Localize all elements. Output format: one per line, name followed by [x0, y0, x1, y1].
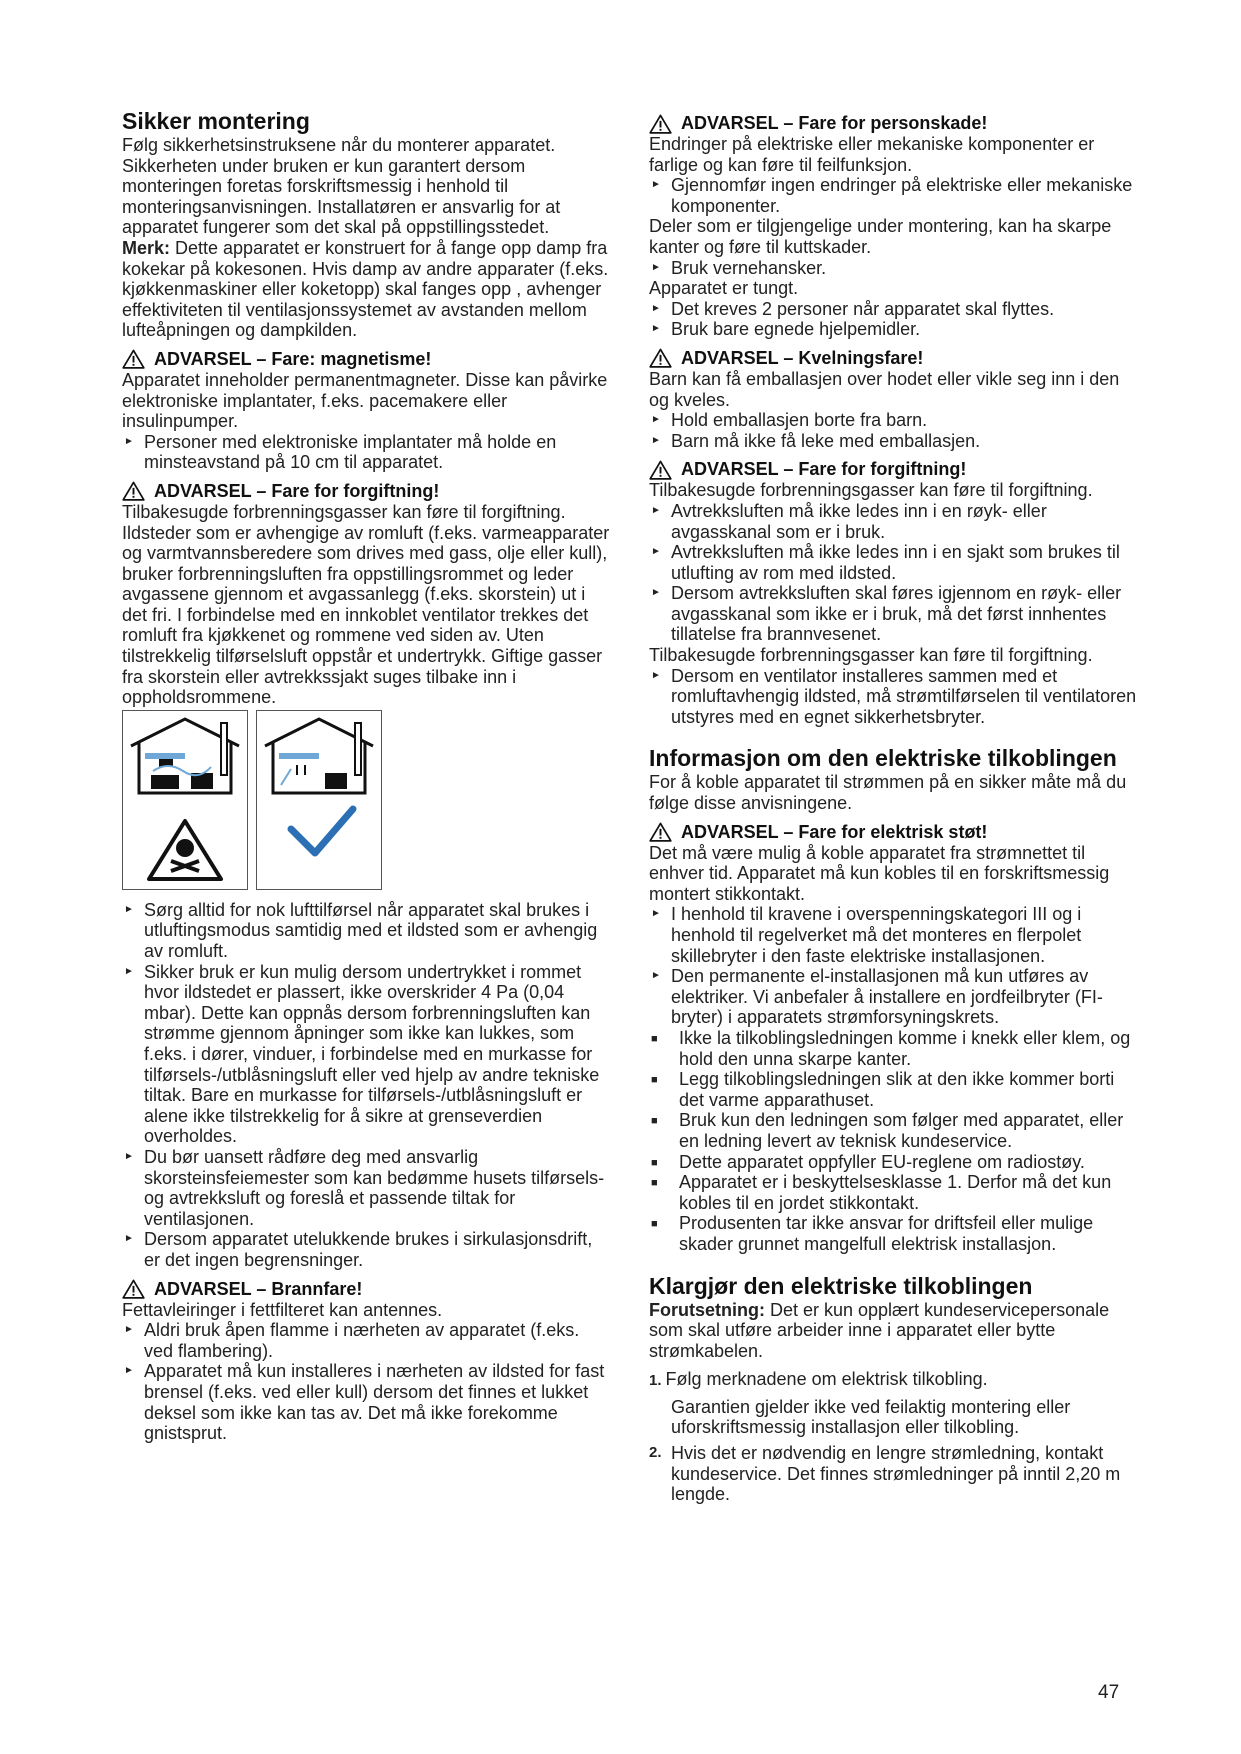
figure-unsafe: [122, 710, 248, 890]
section-heading-electrical-info: Informasjon om den elektriske tilkoblingen: [649, 745, 1117, 772]
right-column: [649, 108, 1139, 1505]
list-item: ► Sørg alltid for nok lufttilførsel når apparatet skal brukes i utluftingsmodus samtidig med et ildsted som er avhengig av romluft.: [124, 899, 598, 962]
section-heading-safe-installation: Sikker montering: [122, 108, 310, 134]
step-number: 1.: [649, 1372, 662, 1390]
prerequisite-paragraph: [649, 1300, 1139, 1362]
warning-heading: ADVARSEL – Fare for forgiftning!: [649, 459, 1139, 480]
warning-triangle-icon: [122, 1279, 145, 1299]
step-2: 2. Hvis det er nødvendig en lengre strømledning, kontakt kundeservice. Det finnes strømledninger på inntil 2,20 m lengde.: [649, 1443, 1121, 1505]
paragraph: For å koble apparatet til strømmen på en sikker måte må du følge disse anvisningene.: [649, 772, 1127, 814]
list-item: ► Den permanente el-installasjonen må kun utføres av elektriker. Vi anbefaler å installere en jordfeilbryter (FI-bryter) i apparatets strømforsyningskrets.: [651, 966, 1103, 1028]
warning-heading: ADVARSEL – Fare for forgiftning!: [122, 481, 612, 502]
figure-safe: [256, 710, 382, 890]
step-number: 2.: [649, 1444, 662, 1462]
note-text: Dette apparatet er konstruert for å fange opp damp fra kokekar på kokesonen. Hvis damp av andre apparater (f.eks. kjøkkenmaskiner eller koketopp) skal fanges opp , avhenger effektiviteten til ventilasjonssystemet av avstanden mellom lufteåpningen og dampkilden.: [122, 237, 609, 341]
list-item: ► Gjennomfør ingen endringer på elektriske eller mekaniske komponenter.: [651, 175, 1133, 216]
warning-heading: ADVARSEL – Fare: magnetisme!: [122, 349, 612, 370]
list-item: ► Bruk bare egnede hjelpemidler.: [651, 319, 921, 340]
list-item: ► Dersom apparatet utelukkende brukes i sirkulasjonsdrift, er det ingen begrensninger.: [124, 1229, 593, 1270]
list-item: ► Det kreves 2 personer når apparatet skal flyttes.: [651, 298, 1055, 319]
list-item: ► I henhold til kravene i overspenningskategori III og i henhold til regelverket må det monteres en flerpolet skillebryter i den faste elektriske installasjonen.: [651, 904, 1082, 966]
list-item: ■ Produsenten tar ikke ansvar for driftsfeil eller mulige skader grunnet mangelfull elektrisk installasjon.: [651, 1213, 1094, 1254]
warning-triangle-icon: [122, 481, 145, 501]
page-number: 47: [1098, 1682, 1120, 1703]
warning-triangle-icon: [122, 349, 145, 369]
list-item: ■ Apparatet er i beskyttelsesklasse 1. Derfor må det kun kobles til en jordet stikkontakt.: [651, 1172, 1112, 1213]
paragraph: Det må være mulig å koble apparatet fra strømnettet til enhver tid. Apparatet må kun kobles til en forskriftsmessig montert stikkontakt.: [649, 842, 1110, 904]
paragraph: Tilbakesugde forbrenningsgasser kan føre til forgiftning.: [649, 645, 1093, 666]
prerequisite-text: Det er kun opplært kundeservicepersonale som skal utføre arbeider inne i apparatet eller bytte strømkabelen.: [649, 1299, 1110, 1361]
list-item: ► Avtrekksluften må ikke ledes inn i en sjakt som brukes til utlufting av rom med ildsted.: [651, 542, 1120, 583]
house-extraction-poison-icon: [123, 711, 247, 889]
paragraph: Deler som er tilgjengelige under montering, kan ha skarpe kanter og føre til kuttskader.: [649, 216, 1112, 257]
house-extraction-check-icon: [257, 711, 381, 889]
warning-heading: ADVARSEL – Fare for elektrisk støt!: [649, 822, 1139, 843]
ventilation-illustration: [122, 710, 612, 890]
warning-heading: ADVARSEL – Fare for personskade!: [649, 113, 1139, 134]
list-item: ► Bruk vernehansker.: [651, 257, 827, 278]
list-item: ► Aldri bruk åpen flamme i nærheten av apparatet (f.eks. ved flambering).: [124, 1320, 580, 1361]
list-item: ► Personer med elektroniske implantater må holde en minsteavstand på 10 cm til apparatet.: [124, 431, 557, 473]
paragraph: Følg sikkerhetsinstruksene når du monterer apparatet.: [122, 135, 556, 155]
paragraph: Apparatet er tungt.: [649, 278, 799, 299]
list-item: ► Dersom avtrekksluften skal føres igjennom en røyk- eller avgasskanal som ikke er i bruk, må det først innhentes tillatelse fra brannvesenet.: [651, 583, 1122, 645]
paragraph: Tilbakesugde forbrenningsgasser kan føre til forgiftning. Ildsteder som er avhengige av romluft (f.eks. varmeapparater og varmtvannsberedere som drives med gass, olje eller kull), bruker forbrenningsluften fra oppstillingsrommet og leder avgassene gjennom et avgassanlegg (f.eks. skorstein) ut i det fri. I forbindelse med en innkoblet ventilator trekkes det romluft fra kjøkkenet og rommene ved siden av. Uten tilstrekkelig tilførselsluft oppstår et undertrykk. Giftige gasser fra skorstein eller avtrekkssjakt suges tilbake inn i oppholdsrommene.: [122, 501, 610, 708]
paragraph: Fettavleiringer i fettfilteret kan antennes.: [122, 1299, 443, 1320]
list-item: ■ Bruk kun den ledningen som følger med apparatet, eller en ledning levert av teknisk kundeservice.: [651, 1110, 1124, 1151]
list-item: ■ Legg tilkoblingsledningen slik at den ikke kommer borti det varme apparathuset.: [651, 1069, 1115, 1110]
list-item: ■ Ikke la tilkoblingsledningen komme i knekk eller klem, og hold den unna skarpe kanter.: [651, 1027, 1131, 1069]
paragraph: Endringer på elektriske eller mekaniske komponenter er farlige og kan føre til feilfunksjon.: [649, 134, 1095, 175]
warning-heading: ADVARSEL – Kvelningsfare!: [649, 348, 1139, 369]
list-item: ► Hold emballasjen borte fra barn.: [651, 410, 928, 431]
warning-triangle-icon: [649, 348, 672, 368]
note-paragraph: [122, 238, 612, 341]
warning-triangle-icon: [649, 114, 672, 134]
list-item: ► Barn må ikke få leke med emballasjen.: [651, 430, 981, 451]
list-item: ► Du bør uansett rådføre deg med ansvarlig skorsteinsfeiemester som kan bedømme husets tilførsels- og avtrekksluft og foreslå et passende tiltak for ventilasjonen.: [124, 1146, 605, 1229]
paragraph: Apparatet inneholder permanentmagneter. Disse kan påvirke elektroniske implantater, f.eks. pacemakere eller insulinpumper.: [122, 369, 608, 432]
list-item: ► Apparatet må kun installeres i nærheten av ildsted for fast brensel (f.eks. ved eller kull) dersom det finnes et lukket deksel som ikke kan tas av. Det må ikke forekomme gnistsprut.: [124, 1361, 605, 1444]
section-heading-prepare-connection: Klargjør den elektriske tilkoblingen: [649, 1272, 1033, 1299]
warning-triangle-icon: [649, 460, 672, 480]
prerequisite-label: Forutsetning:: [649, 1299, 765, 1320]
list-item: ► Sikker bruk er kun mulig dersom undertrykket i rommet hvor ildstedet er plassert, ikke overskrider 4 Pa (0,04 mbar). Dette kan oppnås dersom forbrenningsluften kan strømme gjennom åpninger som ikke kan lukkes, som f.eks. i dører, vinduer, i forbindelse med en murkasse for tilførsels-/utblåsningsluft eller ved hjelp av andre tekniske tiltak. Bare en murkasse for tilførsels-/utblåsningsluft er alene ikke tilstrekkelig for å sikre at grenseverdien overholdes.: [124, 961, 600, 1147]
paragraph: Barn kan få emballasjen over hodet eller vikle seg inn i den og kveles.: [649, 368, 1120, 410]
list-item: ► Dersom en ventilator installeres sammen med et romluftavhengig ildsted, må strømtilførselen til ventilatoren utstyres med en egnet sikkerhetsbryter.: [651, 665, 1137, 727]
step-1-result: Garantien gjelder ikke ved feilaktig montering eller uforskriftsmessig installasjon eller tilkobling.: [671, 1396, 1071, 1438]
warning-triangle-icon: [649, 822, 672, 842]
list-item: ■ Dette apparatet oppfyller EU-reglene om radiostøy.: [651, 1151, 1085, 1172]
warning-heading: ADVARSEL – Brannfare!: [122, 1279, 612, 1300]
list-item: ► Avtrekksluften må ikke ledes inn i en røyk- eller avgasskanal som er i bruk.: [651, 500, 1047, 542]
paragraph: Tilbakesugde forbrenningsgasser kan føre til forgiftning.: [649, 480, 1093, 501]
left-column: [122, 108, 612, 1444]
step-1: 1. Følg merknadene om elektrisk tilkobling.: [649, 1369, 988, 1390]
paragraph: Sikkerheten under bruken er kun garantert dersom monteringen foretas forskriftsmessig i henhold til monteringsanvisningen. Installatøren er ansvarlig for at apparatet fungerer som det skal på oppstillingsstedet.: [122, 155, 561, 238]
note-label: Merk:: [122, 237, 171, 258]
